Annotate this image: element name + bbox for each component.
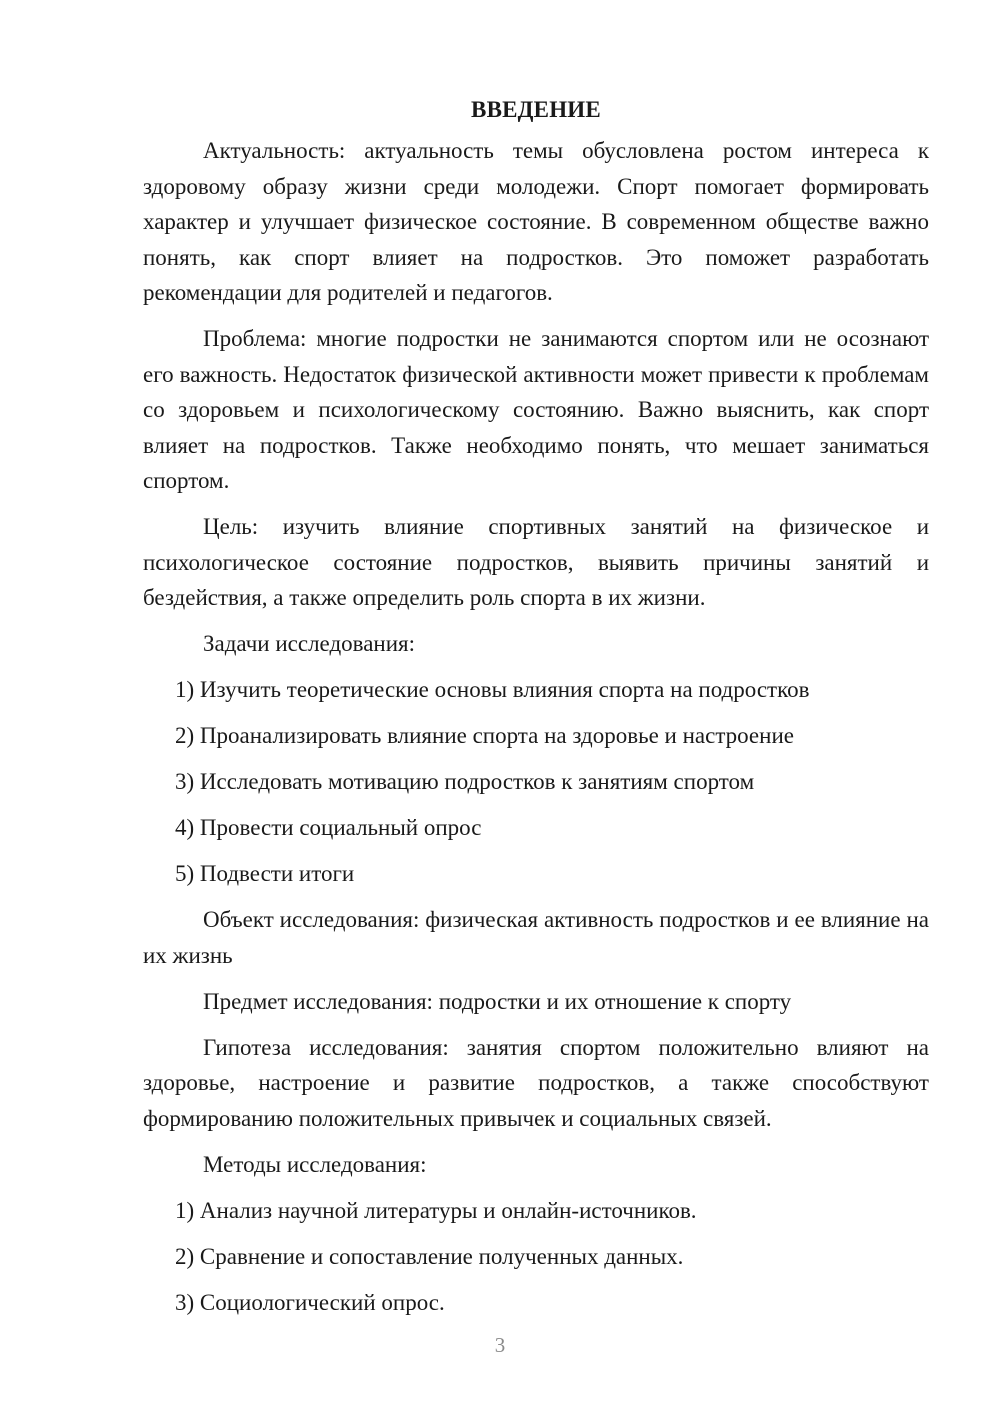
method-item: 2) Сравнение и сопоставление полученных данных. — [175, 1243, 684, 1269]
document-page — [143, 92, 929, 1331]
subject-paragraph: Предмет исследования: подростки и их отношение к спорту — [203, 988, 792, 1014]
object-paragraph: Объект исследования: физическая активность подростков и ее влияние на их жизнь — [143, 907, 929, 968]
methods-heading: Методы исследования: — [203, 1151, 427, 1177]
method-item: 1) Анализ научной литературы и онлайн-источников. — [175, 1197, 697, 1223]
task-item: 2) Проанализировать влияние спорта на здоровье и настроение — [175, 723, 794, 748]
method-item: 3) Социологический опрос. — [175, 1289, 445, 1315]
task-item: 4) Провести социальный опрос — [175, 815, 482, 840]
problem-paragraph: Проблема: многие подростки не занимаются спортом или не осознают его важность. Недостаток физической активности может привести к проблемам со здоровьем и психологическому состоянию. Важно выяснить, как спорт влияет на подростков. Также необходимо понять, что мешает заниматься спортом. — [143, 326, 929, 493]
tasks-heading: Задачи исследования: — [203, 631, 416, 656]
hypothesis-paragraph: Гипотеза исследования: занятия спортом положительно влияют на здоровье, настроение и развитие подростков, а также способствуют формированию положительных привычек и социальных связей. — [143, 1034, 929, 1131]
task-item: 1) Изучить теоретические основы влияния спорта на подростков — [175, 677, 810, 702]
task-item: 3) Исследовать мотивацию подростков к занятиям спортом — [175, 769, 755, 794]
page-number: 3 — [494, 1333, 506, 1357]
task-item: 5) Подвести итоги — [175, 861, 355, 886]
goal-paragraph: Цель: изучить влияние спортивных занятий на физическое и психологическое состояние подростков, выявить причины занятий и бездействия, а также определить роль спорта в их жизни. — [143, 514, 929, 610]
document-title: ВВЕДЕНИЕ — [471, 97, 601, 122]
relevance-paragraph: Актуальность: актуальность темы обусловлена ростом интереса к здоровому образу жизни среди молодежи. Спорт помогает формировать характер и улучшает физическое состояние. В современном обществе важно понять, как спорт влияет на подростков. Это поможет разработать рекомендации для родителей и педагогов. — [143, 138, 929, 305]
